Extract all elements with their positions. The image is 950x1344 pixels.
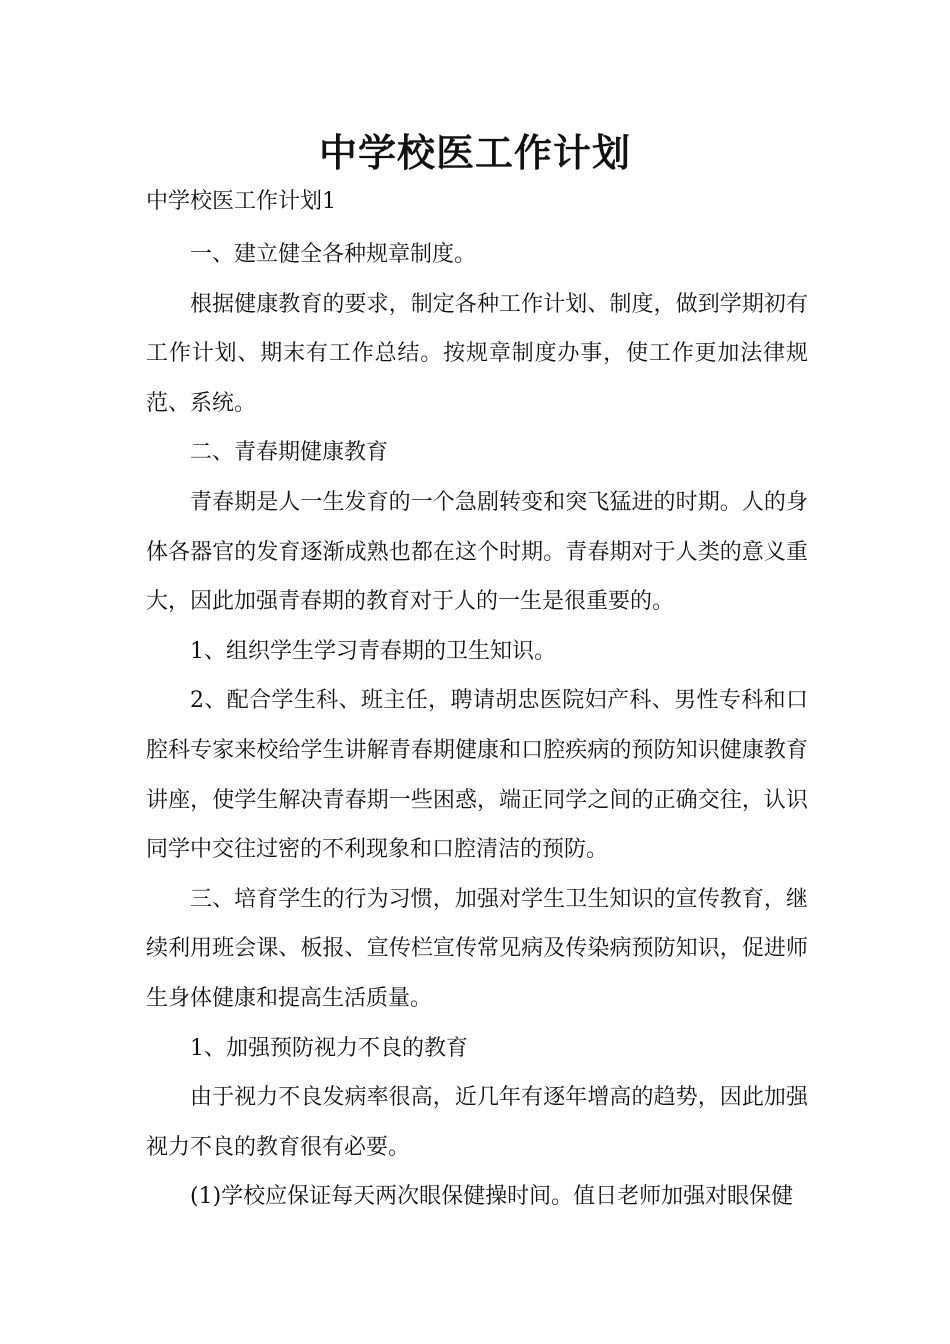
paragraph-list-item: 1、加强预防视力不良的教育 (190, 1035, 468, 1061)
paragraph-heading-1: 一、建立健全各种规章制度。 (190, 242, 477, 267)
paragraph: 青春期是人一生发育的一个急剧转变和突飞猛进的时期。人的身体各器官的发育逐渐成熟也都在这个时期。青春期对于人类的意义重大，因此加强青春期的教育对于人的一生是很重要的。 (146, 489, 808, 615)
paragraph-list-item: 2、配合学生科、班主任，聘请胡忠医院妇产科、男性专科和口腔科专家来校给学生讲解青春期健康和口腔疾病的预防知识健康教育讲座，使学生解决青春期一些困惑，端正同学之间的正确交往，认识同学中交往过密的不利现象和口腔清洁的预防。 (146, 688, 808, 863)
document-subtitle: 中学校医工作计划1 (146, 189, 336, 214)
document-title: 中学校医工作计划 (318, 130, 631, 175)
paragraph: 根据健康教育的要求，制定各种工作计划、制度，做到学期初有工作计划、期末有工作总结。按规章制度办事，使工作更加法律规范、系统。 (146, 291, 808, 416)
document-body (146, 230, 808, 1222)
paragraph-heading-2: 二、青春期健康教育 (190, 440, 389, 466)
paragraph-list-item: 1、组织学生学习青春期的卫生知识。 (190, 638, 556, 664)
paragraph-list-item: (1)学校应保证每天两次眼保健操时间。值日老师加强对眼保健 (190, 1184, 794, 1210)
paragraph-heading-3: 三、培育学生的行为习惯，加强对学生卫生知识的宣传教育，继续利用班会课、板报、宣传栏宣传常见病及传染病预防知识，促进师生身体健康和提高生活质量。 (146, 886, 808, 1011)
paragraph: 由于视力不良发病率很高，近几年有逐年增高的趋势，因此加强视力不良的教育很有必要。 (146, 1085, 808, 1160)
